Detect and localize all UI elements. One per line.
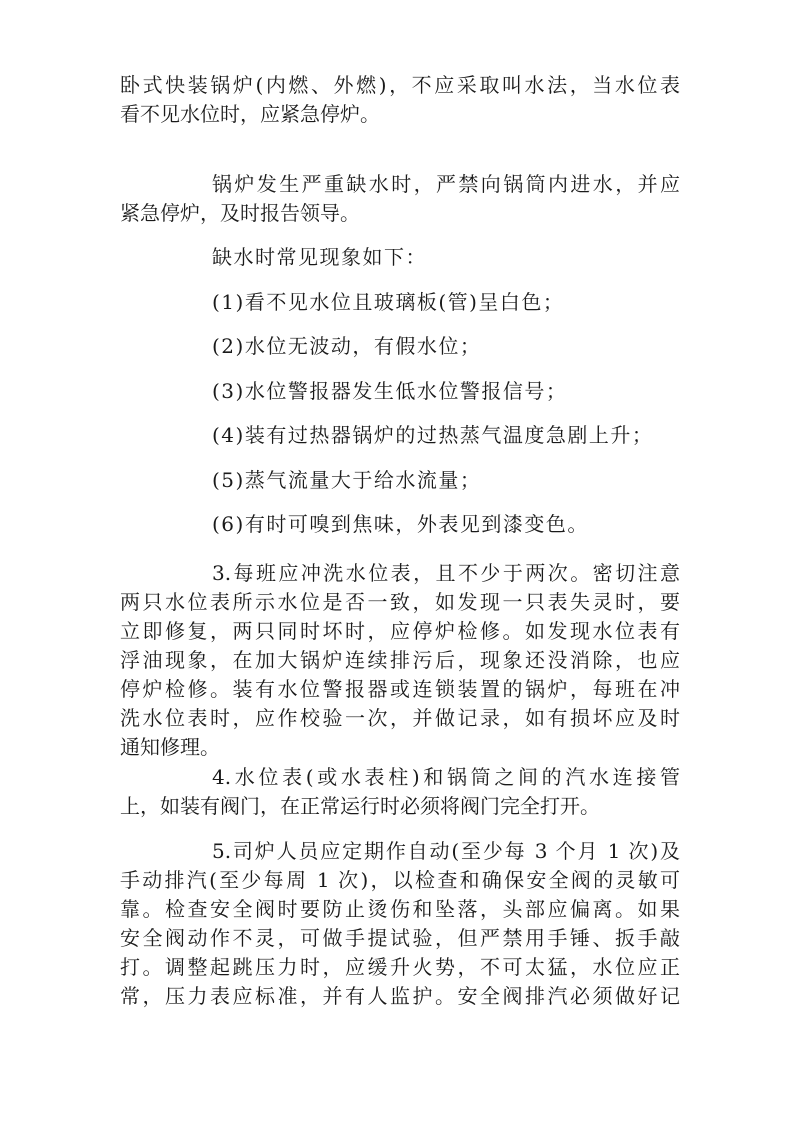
text-line: 3.每班应冲洗水位表，且不少于两次。密切注意 (212, 561, 680, 585)
text-line: 安全阀动作不灵，可做手提试验，但严禁用手锤、扳手敲 (120, 926, 680, 950)
section-5-safety-valve (120, 837, 680, 1011)
list-item: (5)蒸气流量大于给水流量； (212, 468, 482, 492)
text-line: 常，压力表应标准，并有人监护。安全阀排汽必须做好记 (120, 984, 680, 1008)
text-line: 紧急停炉，及时报告领导。 (120, 201, 360, 225)
list-item: (6)有时可嗅到焦味，外表见到漆变色。 (212, 512, 589, 536)
text-line: 停炉检修。装有水位警报器或连锁装置的锅炉，每班在冲 (120, 677, 680, 701)
paragraph-severe-water-shortage (120, 170, 680, 228)
section-4-connecting-pipe (120, 763, 680, 821)
text-line: 手动排汽(至少每周 1 次)，以检查和确保安全阀的灵敏可 (120, 868, 680, 892)
text-line: 上，如装有阀门，在正常运行时必须将阀门完全打开。 (120, 794, 600, 818)
section-3-water-gauge-flushing (120, 559, 680, 762)
text-line: 打。调整起跳压力时，应缓升火势，不可太猛，水位应正 (120, 955, 680, 979)
list-item: (1)看不见水位且玻璃板(管)呈白色； (212, 290, 565, 314)
text-line: 5.司炉人员应定期作自动(至少每 3 个月 1 次)及 (212, 839, 680, 863)
text-line: 锅炉发生严重缺水时，严禁向锅筒内进水，并应 (212, 172, 680, 196)
list-item: (3)水位警报器发生低水位警报信号； (212, 379, 568, 403)
paragraph-horizontal-boiler (120, 71, 680, 129)
text-line: 立即修复，两只同时坏时，应停炉检修。如发现水位表有 (120, 619, 680, 643)
text-line: 洗水位表时，应作校验一次，并做记录，如有损坏应及时 (120, 706, 680, 730)
list-item: (4)装有过热器锅炉的过热蒸气温度急剧上升； (212, 423, 654, 447)
text-line: 通知修理。 (120, 735, 220, 759)
text-line: 靠。检查安全阀时要防止烫伤和坠落，头部应偏离。如果 (120, 897, 680, 921)
list-intro: 缺水时常见现象如下： (212, 245, 427, 269)
text-line: 两只水位表所示水位是否一致，如发现一只表失灵时，要 (120, 590, 680, 614)
text-line: 浮油现象，在加大锅炉连续排污后，现象还没消除，也应 (120, 648, 680, 672)
text-line: 卧式快装锅炉(内燃、外燃)，不应采取叫水法，当水位表 (120, 73, 680, 97)
text-line: 看不见水位时，应紧急停炉。 (120, 102, 380, 126)
text-line: 4.水位表(或水表柱)和锅筒之间的汽水连接管 (212, 765, 680, 789)
list-item: (2)水位无波动，有假水位； (212, 334, 482, 358)
